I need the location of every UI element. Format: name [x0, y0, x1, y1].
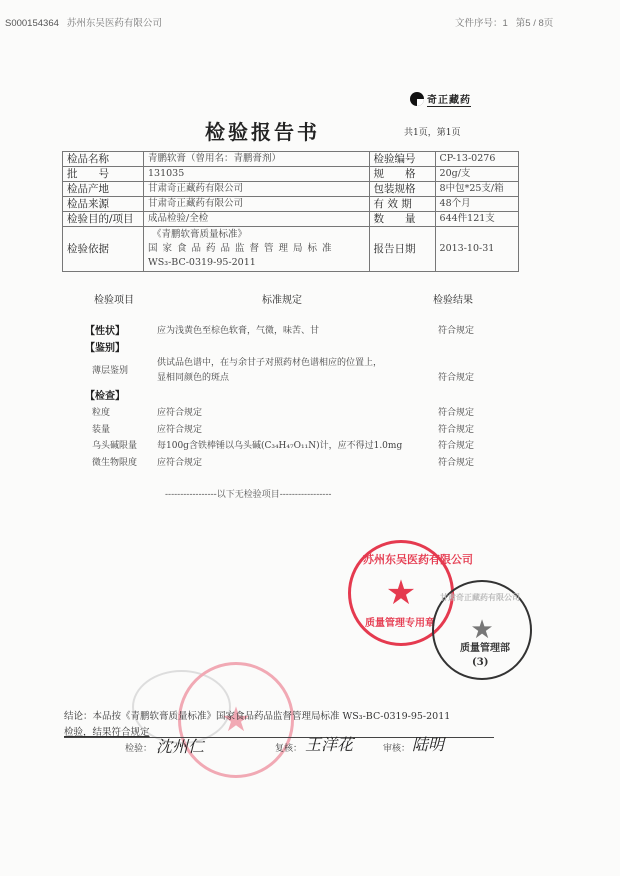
basis-standard-name: 《青鹏软膏质量标准》	[152, 229, 248, 240]
report-page-info: 共1页，第1页	[404, 128, 461, 138]
sample-info-table	[62, 151, 519, 272]
scan-header-right	[455, 15, 553, 29]
conclusion-text: 结论：本品按《青鹏软膏质量标准》国家食品药品监督管理局标准 WS₃-BC-0319-95-2011	[64, 711, 451, 722]
black-stamp-number: (3)	[472, 657, 489, 668]
label-inspection-no: 检验编号	[369, 152, 435, 167]
standard-microbial-limit: 应符合规定	[157, 458, 203, 468]
inspector-signature: 沈州仁	[156, 737, 205, 756]
section-inspection: 【检查】	[85, 391, 125, 402]
table-row	[63, 212, 519, 227]
conclusion-result: 检验，结果符合规定	[64, 727, 150, 738]
approver-label: 审核：	[383, 744, 411, 754]
item-fill-quantity: 装量	[92, 425, 111, 435]
result-fill-quantity: 符合规定	[438, 425, 475, 435]
logo-icon	[410, 92, 424, 106]
label-source: 检品来源	[63, 197, 144, 212]
star-icon: ★	[470, 615, 494, 645]
table-row	[63, 182, 519, 197]
col-header-result: 检验结果	[433, 295, 473, 306]
standard-tlc-line1: 供试品色谱中，在与余甘子对照药材色谱相应的位置上，	[157, 358, 383, 368]
document-id: S000154364	[5, 18, 59, 29]
item-microbial-limit: 微生物限度	[92, 458, 138, 468]
basis-code: WS₃-BC-0319-95-2011	[148, 257, 256, 268]
red-stamp-top-text: 苏州东吴医药有限公司	[363, 553, 473, 566]
value-report-date: 2013-10-31	[435, 227, 518, 272]
report-title: 检验报告书	[205, 120, 320, 144]
table-row	[63, 167, 519, 182]
label-package-spec: 包装规格	[369, 182, 435, 197]
table-row	[63, 197, 519, 212]
table-row	[63, 227, 519, 272]
value-inspection-no: CP-13-0276	[435, 152, 518, 167]
label-basis: 检验依据	[63, 227, 144, 272]
approver-signature: 陆明	[412, 735, 445, 754]
label-quantity: 数 量	[369, 212, 435, 227]
value-batch-no: 131035	[144, 167, 370, 182]
item-tlc: 薄层鉴别	[92, 366, 129, 376]
label-spec: 规 格	[369, 167, 435, 182]
table-row	[63, 152, 519, 167]
value-origin: 甘肃奇正藏药有限公司	[144, 182, 370, 197]
standard-aconitine-limit: 每100g含铁棒锤以乌头碱(C₃₄H₄₇O₁₁N)计，应不得过1.0mg	[157, 441, 403, 451]
item-aconitine-limit: 乌头碱限量	[92, 441, 138, 451]
reviewer-signature: 王洋花	[305, 735, 354, 754]
result-aconitine-limit: 符合规定	[438, 441, 475, 451]
value-source: 甘肃奇正藏药有限公司	[144, 197, 370, 212]
inspector-label: 检验：	[125, 744, 153, 754]
black-qa-stamp	[432, 580, 532, 680]
red-stamp-bottom-text: 质量管理专用章	[365, 618, 435, 629]
col-header-standard: 标准规定	[262, 295, 302, 306]
label-expiry: 有 效 期	[369, 197, 435, 212]
value-expiry: 48个月	[435, 197, 518, 212]
logo-text: 奇正藏药	[427, 91, 471, 107]
standard-appearance: 应为浅黄色至棕色软膏，气微，味苦、甘	[157, 326, 320, 336]
basis-authority: 国家食品药品监督管理局标准	[148, 243, 337, 254]
reviewer-label: 复核：	[275, 744, 303, 754]
label-report-date: 报告日期	[369, 227, 435, 272]
result-particle-size: 符合规定	[438, 408, 475, 418]
value-basis	[144, 227, 370, 272]
file-sequence: 文件序号：1	[455, 18, 508, 29]
black-stamp-top-text: 甘肃奇正藏药有限公司	[440, 592, 520, 602]
result-appearance: 符合规定	[438, 326, 475, 336]
star-icon: ★	[385, 573, 417, 613]
standard-particle-size: 应符合规定	[157, 408, 203, 418]
value-package-spec: 8中包*25支/箱	[435, 182, 518, 197]
label-sample-name: 检品名称	[63, 152, 144, 167]
col-header-item: 检验项目	[94, 295, 134, 306]
brand-logo	[410, 91, 471, 107]
result-microbial-limit: 符合规定	[438, 458, 475, 468]
black-stamp-bottom-text: 质量管理部	[460, 643, 510, 654]
value-spec: 20g/支	[435, 167, 518, 182]
page-indicator: 第5 / 8页	[515, 18, 554, 29]
company-name: 苏州东吴医药有限公司	[66, 18, 162, 29]
label-purpose: 检验目的/项目	[63, 212, 144, 227]
value-purpose: 成品检验/全检	[144, 212, 370, 227]
section-identification: 【鉴别】	[85, 343, 125, 354]
result-tlc: 符合规定	[438, 373, 475, 383]
item-particle-size: 粒度	[92, 408, 111, 418]
value-sample-name: 青鹏软膏（曾用名：青鹏膏剂）	[144, 152, 370, 167]
scan-header-left	[5, 15, 162, 29]
end-of-items-note: -----------------以下无检验项目-----------------	[165, 490, 332, 500]
standard-fill-quantity: 应符合规定	[157, 425, 203, 435]
standard-tlc-line2: 显相同颜色的斑点	[157, 373, 230, 383]
section-appearance: 【性状】	[85, 326, 125, 337]
label-origin: 检品产地	[63, 182, 144, 197]
value-quantity: 644件121支	[435, 212, 518, 227]
star-icon: ★	[220, 700, 252, 740]
label-batch-no: 批 号	[63, 167, 144, 182]
